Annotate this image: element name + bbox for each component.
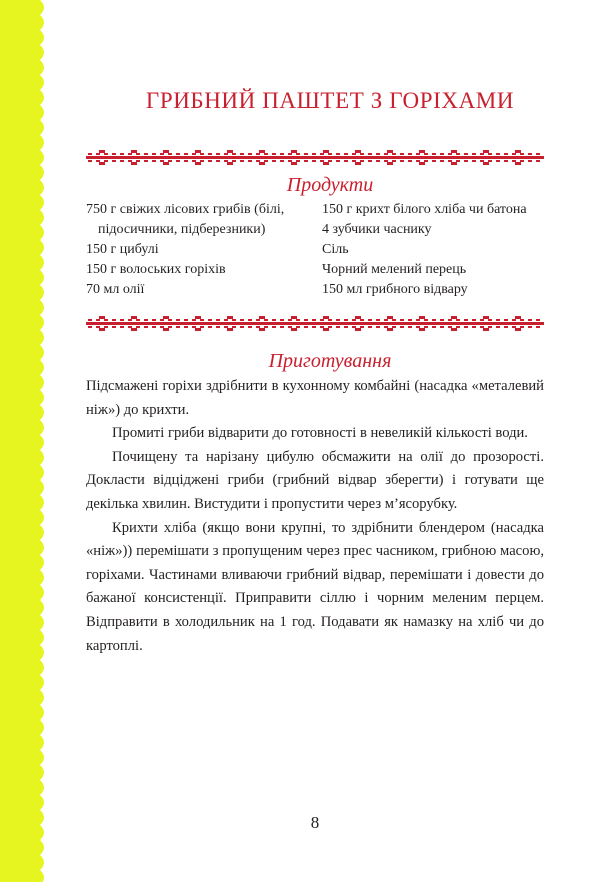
ingredients-column-right (322, 200, 562, 300)
ingredient-item: 150 г крихт білого хліба чи батона (322, 202, 527, 217)
ingredient-item: 70 мл олії (86, 282, 145, 297)
ingredient-item: Чорний мелений перець (322, 262, 467, 277)
recipe-title: ГРИБНИЙ ПАШТЕТ З ГОРІХАМИ (145, 88, 515, 113)
ingredient-item: 750 г свіжих лісових грибів (білі, підосичники, підберезники) (86, 202, 285, 237)
ornament-divider-top (86, 150, 544, 166)
preparation-step: Підсмажені горіхи здрібнити в кухонному комбайні (насадка «металевий ніж») до крихти. (86, 378, 544, 418)
ingredients-column-left (86, 200, 314, 300)
ingredient-item: Сіль (322, 242, 349, 257)
ingredient-item: 150 г цибулі (86, 242, 159, 257)
ingredient-item: 4 зубчики часнику (322, 222, 432, 237)
preparation-step: Промиті гриби відварити до готовності в невеликій кількості води. (112, 425, 528, 442)
preparation-step: Крихти хліба (якщо вони крупні, то здрібнити блендером (насадка «ніж»)) перемішати з пропущеним через прес часником, грибною масою, горіхами. Частинами вливаючи грибний відвар, перемішати і довести до бажаної консистенції. Приправити сіллю і чорним меленим перцем. Відправити в холодильник на 1 год. Подавати як намазку на хліб чи до картоплі. (86, 519, 544, 654)
preparation-steps (86, 375, 544, 658)
ingredient-item: 150 мл грибного відвару (322, 282, 468, 297)
ingredient-item: 150 г волоських горіхів (86, 262, 226, 277)
page-number: 8 (310, 813, 320, 832)
preparation-step: Почищену та нарізану цибулю обсмажити на олії до прозорості. Докласти відціджені гриби (грибний відвар зберегти) і готувати ще декілька хвилин. Вистудити і пропустити через м’ясорубку. (86, 448, 544, 512)
ornament-divider-bottom (86, 316, 544, 332)
products-heading: Продукти (286, 174, 374, 196)
preparation-heading: Приготування (268, 350, 392, 372)
